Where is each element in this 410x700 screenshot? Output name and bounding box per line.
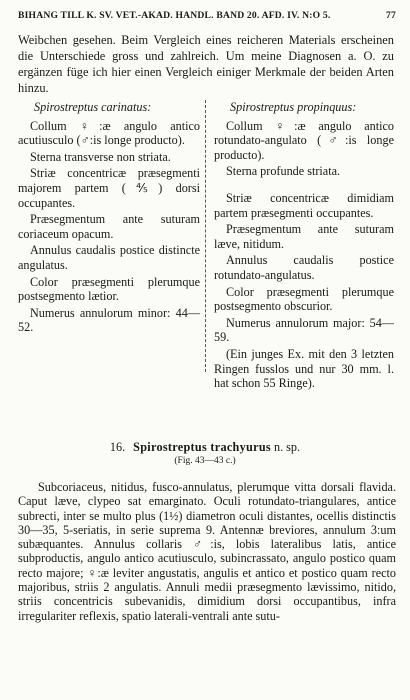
right-column-item: Numerus annulorum major: 54—59. — [214, 315, 394, 345]
species-heading — [0, 440, 410, 455]
species-description — [18, 480, 396, 623]
left-column-item: Color præsegmenti plerumque postsegmento lætior. — [18, 274, 200, 304]
description-text: Subcoriaceus, nitidus, fusco-annulatus, plerumque vitta dorsali flavida. Caput læve, clypeo sat emarginato. Oculi rotundato-triangulares, antice subrecti, inter se multo plus (1½) diametron oculi distantes, ocellis distinctis 30—35, 5-seriatis, in serie suprema 9. Antennæ breviores, annulum 3:um subæquantes. Annulus collaris ♂:is, lobis lateralibus latis, antice subproductis, angulo antico acutiusculo, subincrassato, angulo postico quam recto majore; ♀:æ leviter angustatis, angulis et antico et postico quam recto majoribus, striis 2 angulatis. Annuli medii præsegmento lævissimo, nitido, striis concentricis subevanidis, dimidium dorsi occupantibus, infra irregulariter reflexis, spatio laterali-ventrali ante sutu- — [18, 480, 396, 623]
species-name: Spirostreptus trachyurus — [133, 440, 271, 454]
running-head — [18, 10, 396, 21]
left-column-item: Numerus annulorum minor: 44—52. — [18, 305, 200, 335]
figure-reference: (Fig. 43—43 c.) — [174, 456, 236, 466]
page-number: 77 — [386, 10, 396, 21]
left-column-item: Sterna transverse non striata. — [30, 149, 171, 164]
right-comparison-column — [214, 100, 394, 393]
species-suffix: n. sp. — [270, 440, 301, 454]
left-comparison-column — [18, 100, 200, 337]
right-column-heading: Spirostreptus propinquus: — [230, 100, 357, 114]
running-head-title: BIHANG TILL K. SV. VET.-AKAD. HANDL. BAND 20. AFD. IV. N:O 5. — [18, 10, 331, 21]
left-column-items — [18, 119, 200, 335]
right-column-item: Collum ♀:æ angulo antico rotundato-angulato (♂:is longe producto). — [214, 118, 394, 162]
left-column-item: Annulus caudalis postice distincte angulatus. — [18, 243, 200, 272]
left-column-item: Præsegmentum ante suturam coriaceum opacum. — [18, 212, 200, 241]
right-column-item: Striæ concentricæ dimidiam partem præsegmenti occupantes. — [214, 190, 394, 220]
right-column-item: (Ein junges Ex. mit den 3 letzten Ringen fusslos und nur 30 mm. l. hat schon 55 Ringe). — [214, 346, 394, 391]
right-column-item: Annulus caudalis postice rotundato-angulatus. — [214, 253, 394, 282]
right-column-item: Præsegmentum ante suturam læve, nitidum. — [214, 222, 394, 251]
left-column-item: Striæ concentricæ præsegmenti majorem partem (⅘) dorsi occupantes. — [18, 166, 200, 210]
right-column-item: Color præsegmenti plerumque postsegmento obscurior. — [214, 284, 394, 314]
species-number: 16. — [109, 440, 126, 454]
right-column-item: Sterna profunde striata. — [226, 164, 341, 179]
column-divider — [205, 100, 206, 372]
left-column-heading: Spirostreptus carinatus: — [34, 100, 152, 114]
intro-paragraph — [18, 32, 394, 96]
left-column-item: Collum ♀:æ angulo antico acutiusculo (♂:is longe producto). — [18, 118, 200, 148]
intro-text: Weibchen gesehen. Beim Vergleich eines reicheren Materials erscheinen die Unterschiede gross und zahlreich. Um meine Diagnosen a. O. zu ergänzen füge ich hier einen Vergleich einiger Merkmale der beiden Arten hinzu. — [18, 33, 394, 95]
right-column-items — [214, 119, 394, 391]
